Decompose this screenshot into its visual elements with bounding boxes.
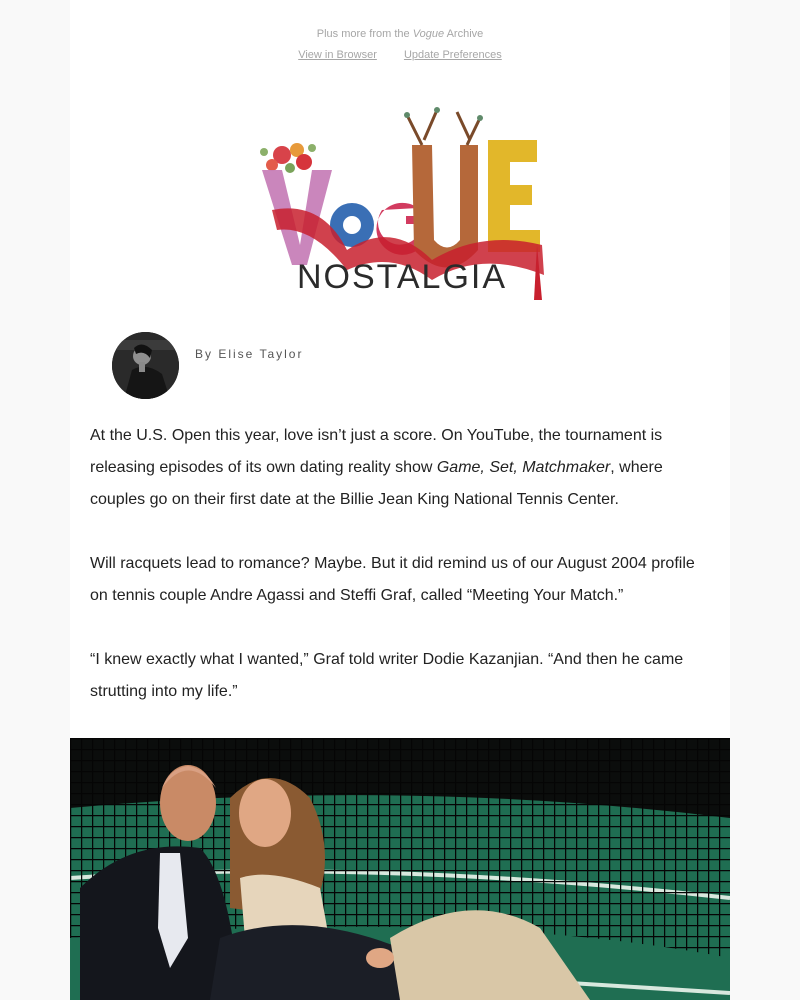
vogue-nostalgia-logo[interactable]	[252, 100, 552, 300]
tagline-vogue: Vogue	[412, 28, 445, 40]
svg-text:NOSTALGIA: NOSTALGIA	[296, 258, 508, 296]
archive-tagline	[70, 26, 730, 42]
author-name: By Elise Taylor	[195, 347, 304, 361]
logo-illustration	[252, 100, 552, 300]
update-preferences-link[interactable]: Update Preferences	[403, 49, 502, 61]
view-in-browser-link[interactable]: View in Browser	[298, 49, 377, 61]
p1-text-end: , where couples go on their first date at the Billie Jean King National Tennis Center.	[90, 459, 663, 508]
tagline-text: Plus more from the	[316, 28, 413, 40]
p1-text: At the U.S. Open this year, love isn’t just a score. On YouTube, the tournament is releasing episodes of its own dating reality show	[90, 427, 663, 476]
show-title: Game, Set, Matchmaker	[436, 459, 611, 476]
author-byline	[112, 331, 303, 399]
hero-image[interactable]	[70, 738, 730, 1000]
paragraph-2: Will racquets lead to romance? Maybe. But it did remind us of our August 2004 profile on tennis couple Andre Agassi and Steffi Graf, called “Meeting Your Match.”	[90, 555, 695, 604]
preheader-links	[70, 47, 730, 63]
tagline-text-end: Archive	[444, 28, 484, 40]
paragraph-3: “I knew exactly what I wanted,” Graf told writer Dodie Kazanjian. “And then he came strutting into my life.”	[90, 651, 684, 700]
author-avatar[interactable]	[112, 332, 179, 399]
agassi-graf-photo	[70, 738, 730, 1000]
flowers-icon	[260, 143, 316, 173]
author-portrait-icon	[112, 332, 179, 399]
paragraph-1	[90, 420, 715, 516]
article-body	[90, 420, 715, 740]
preheader	[70, 26, 730, 63]
email-container	[70, 0, 730, 1000]
